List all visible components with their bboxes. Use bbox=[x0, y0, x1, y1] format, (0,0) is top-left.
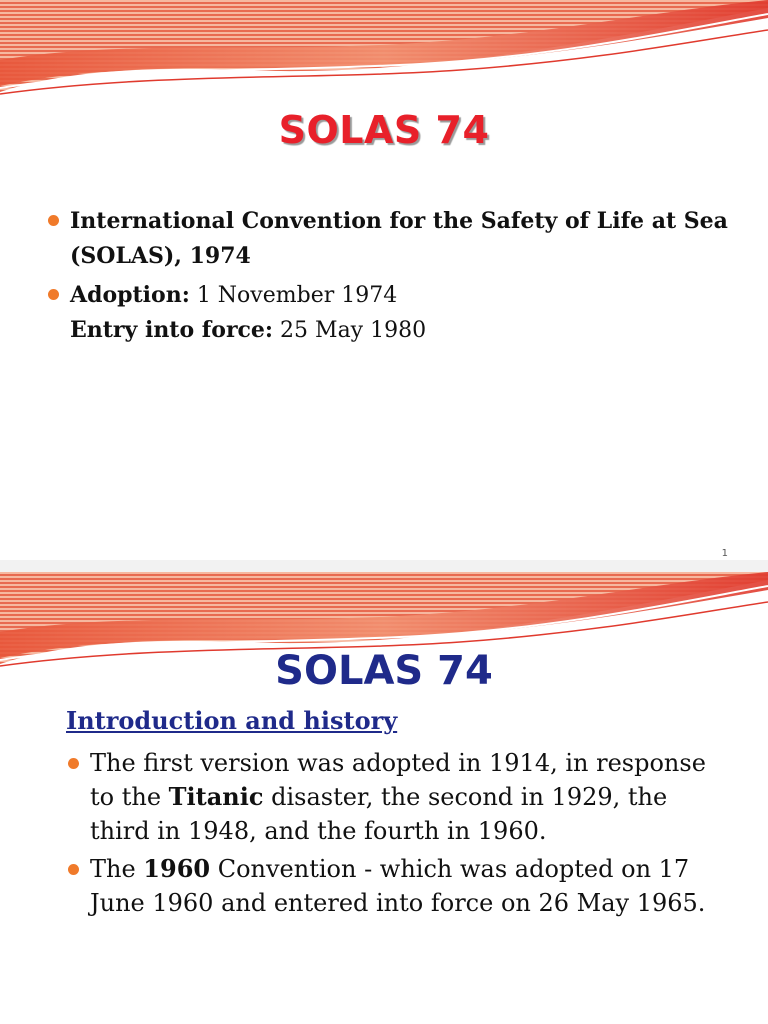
section-heading: Introduction and history bbox=[66, 706, 398, 735]
slide-2 bbox=[0, 572, 768, 1024]
year-emphasis: 1960 bbox=[143, 854, 211, 883]
slide-title: SOLAS 74 bbox=[275, 648, 493, 694]
bullet-icon bbox=[48, 289, 59, 300]
page-number: 1 bbox=[721, 548, 728, 559]
convention-text-pre: The bbox=[90, 855, 144, 883]
convention-name: International Convention for the Safety of Life at Sea (SOLAS), 1974 bbox=[70, 208, 728, 269]
convention-text-post: Convention - which was adopted on 17 June 1960 and entered into force on 26 May 1965. bbox=[90, 855, 706, 917]
history-text-post: disaster, the second in 1929, the third in 1948, and the fourth in 1960. bbox=[90, 783, 668, 845]
entry-value: 25 May 1980 bbox=[273, 318, 427, 343]
titanic-emphasis: Titanic bbox=[168, 782, 264, 811]
list-item bbox=[48, 278, 728, 348]
entry-label: Entry into force: bbox=[70, 317, 274, 343]
list-item bbox=[48, 746, 728, 848]
bullet-icon bbox=[68, 864, 79, 875]
decorative-wave-banner bbox=[0, 0, 768, 100]
slide-separator bbox=[0, 560, 768, 572]
slide-title: SOLAS 74 bbox=[278, 108, 490, 152]
history-text-pre: The first version was adopted in 1914, in response to the bbox=[90, 749, 706, 811]
adoption-value: 1 November 1974 bbox=[189, 283, 398, 308]
bullet-icon bbox=[68, 758, 79, 769]
bullet-list bbox=[48, 746, 728, 924]
adoption-label: Adoption: bbox=[70, 282, 190, 308]
bullet-list bbox=[48, 204, 728, 352]
bullet-icon bbox=[48, 215, 59, 226]
list-item bbox=[48, 204, 728, 274]
list-item bbox=[48, 852, 728, 920]
